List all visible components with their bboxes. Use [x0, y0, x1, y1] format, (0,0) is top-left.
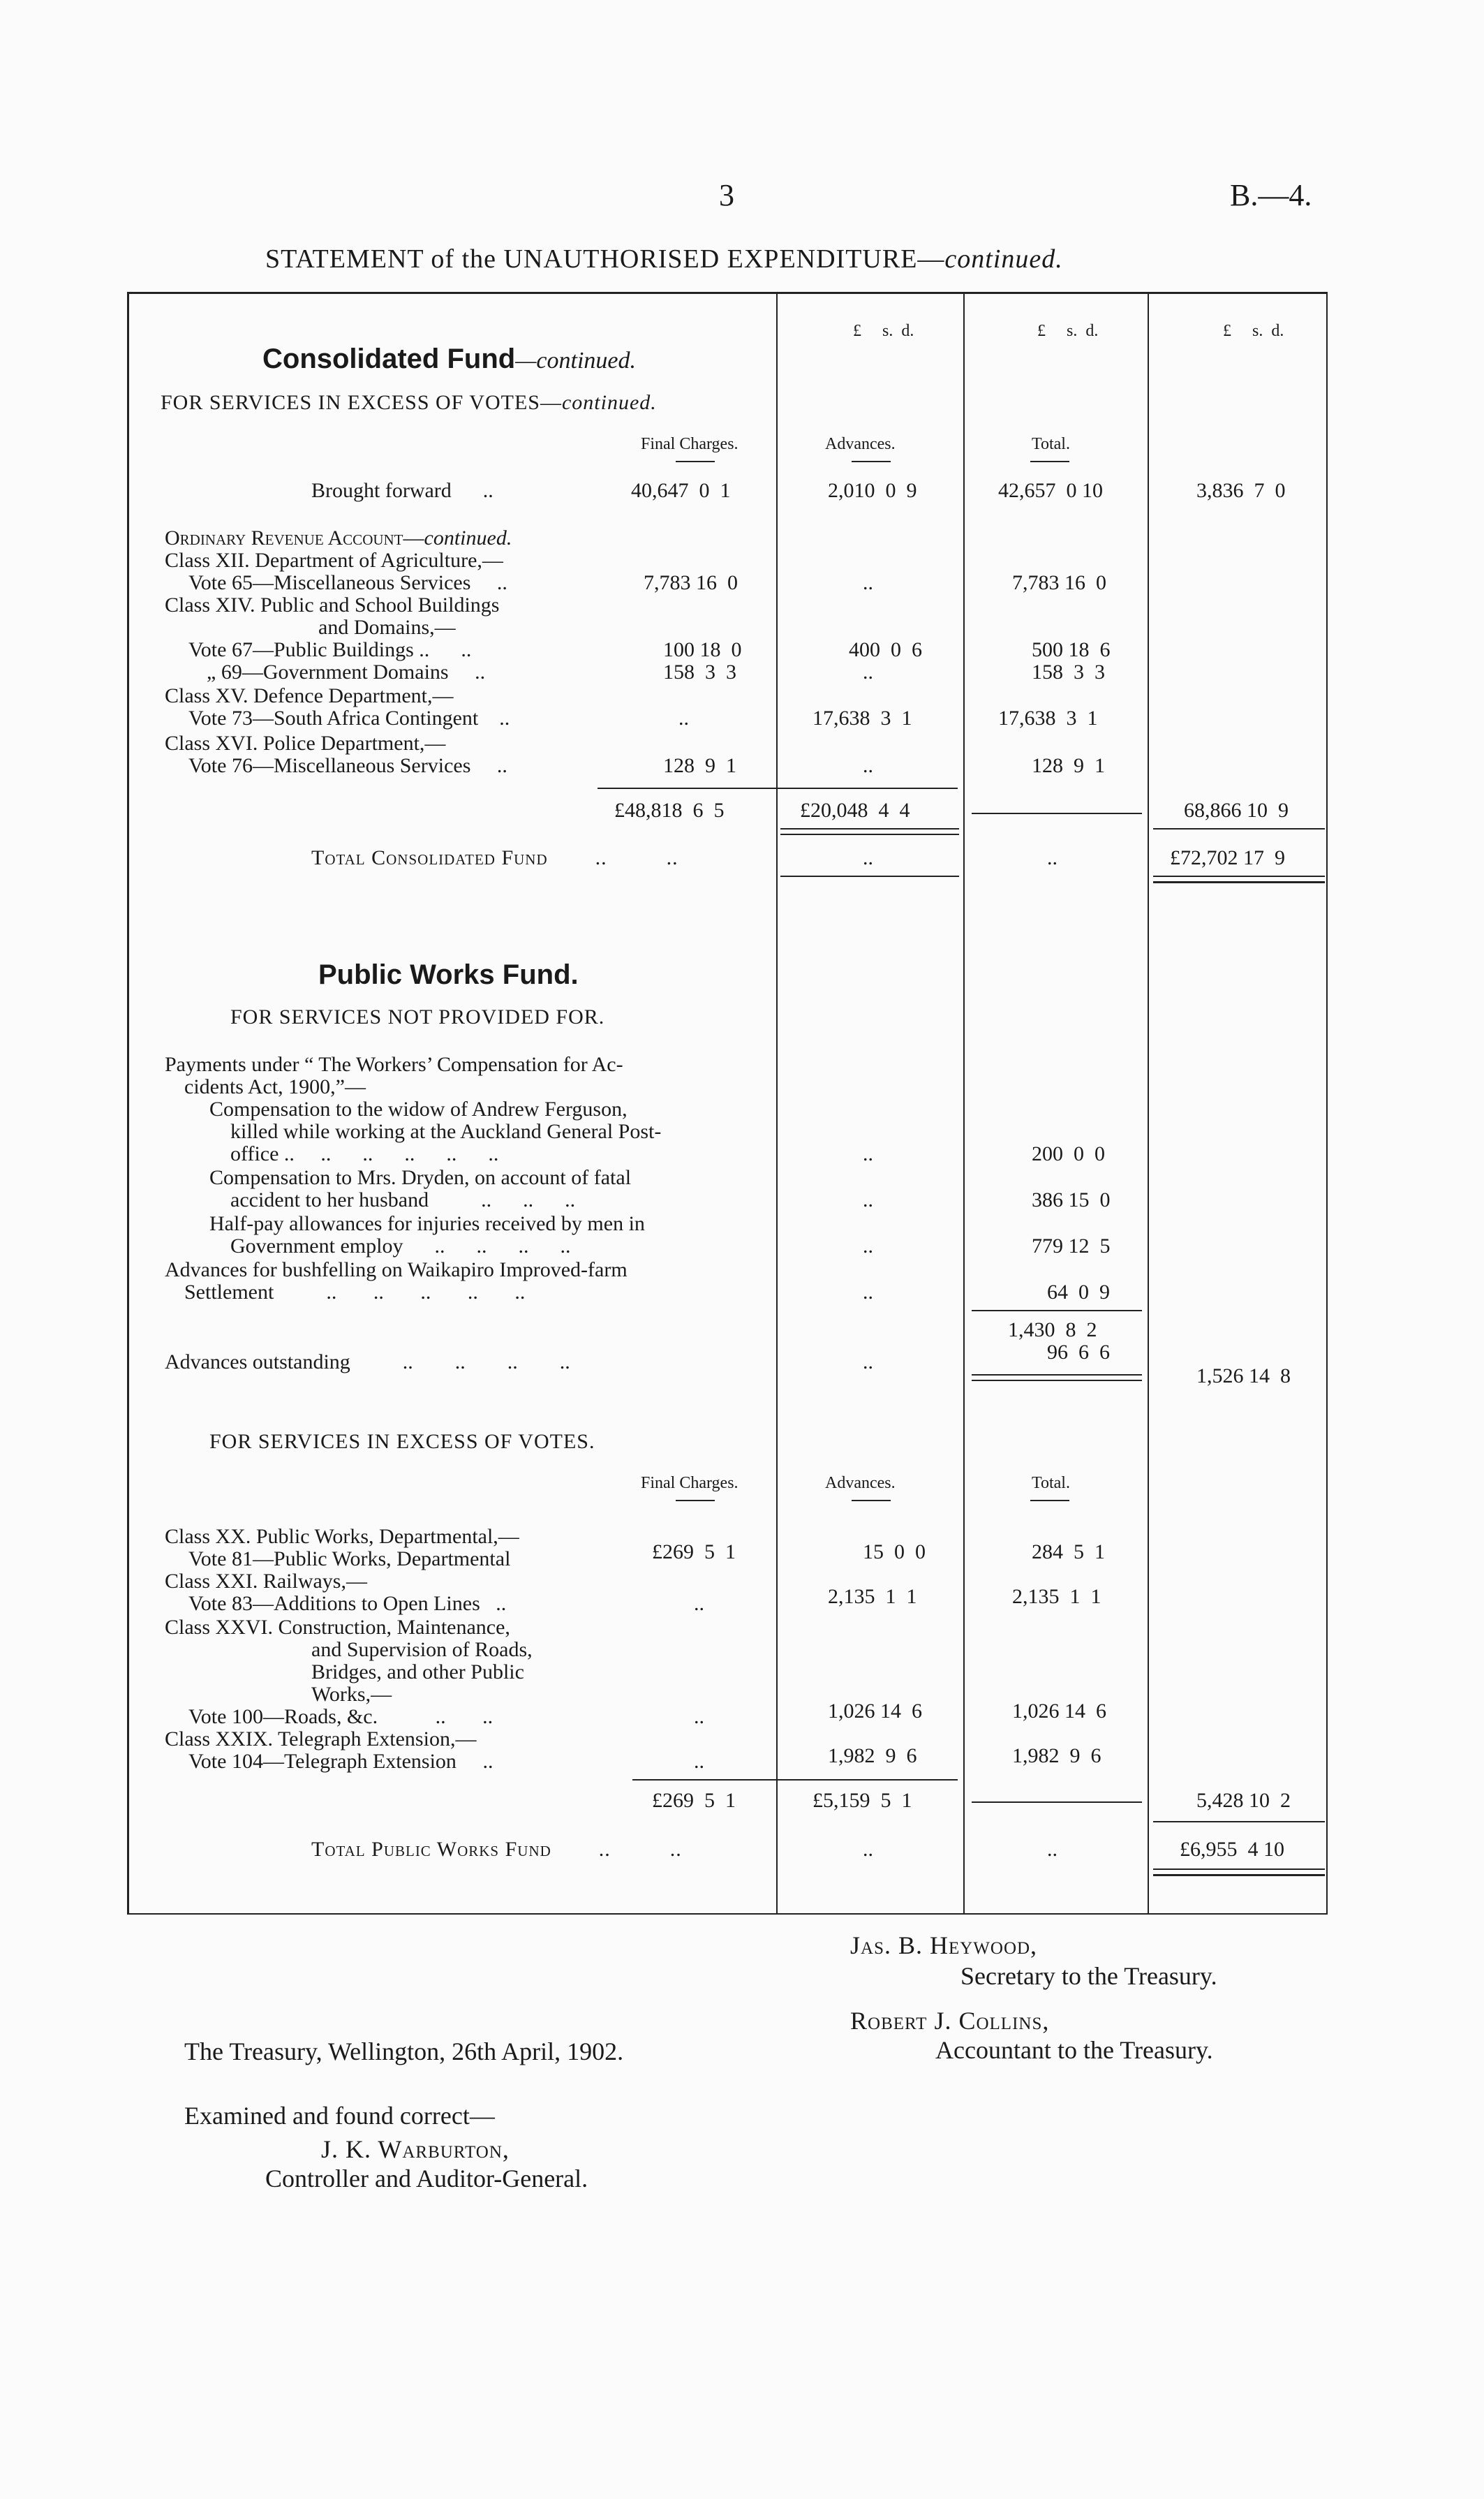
- page-number: 3: [719, 178, 734, 212]
- vote-100-total: 1,026 14 6: [1012, 1700, 1106, 1723]
- col-adv-underline: [852, 461, 891, 462]
- vote-67-advances: 400 0 6: [849, 638, 922, 661]
- page-reference: B.—4.: [1230, 178, 1312, 212]
- vote-100-advances: 1,026 14 6: [828, 1700, 922, 1723]
- consolidated-final-rule-a: [1153, 876, 1325, 877]
- examined-statement: Examined and found correct—: [184, 2102, 495, 2130]
- not-provided-double-rule-a: [972, 1374, 1142, 1376]
- class-xiv-label: Class XIV. Public and School Buildings: [165, 594, 500, 617]
- total-consolidated-total-dots: ..: [1047, 846, 1058, 869]
- bushfelling-adv-dots: ..: [863, 1281, 873, 1304]
- signature-secretary-name: Jas. B. Heywood,: [850, 1931, 1038, 1959]
- vote-69-label: „ 69—Government Domains ..: [207, 661, 486, 684]
- vote-100-final: ..: [694, 1705, 704, 1728]
- brought-forward-grand: 3,836 7 0: [1196, 479, 1286, 502]
- col-final-underline: [676, 461, 715, 462]
- pw-sum-final: £269 5 1: [652, 1789, 736, 1812]
- payments-line-2: cidents Act, 1900,”—: [184, 1075, 366, 1098]
- pw-final-rule-b: [1153, 1874, 1325, 1876]
- vote-104-total: 1,982 9 6: [1012, 1744, 1101, 1767]
- pw-col-final-charges: Final Charges.: [641, 1474, 739, 1492]
- vote-67-final: 100 18 0: [663, 638, 742, 661]
- signature-auditor-title: Controller and Auditor-General.: [265, 2165, 588, 2192]
- class-xxix-label: Class XXIX. Telegraph Extension,—: [165, 1727, 477, 1750]
- vote-65-advances: ..: [863, 571, 873, 594]
- signature-accountant-name: Robert J. Collins,: [850, 2007, 1050, 2035]
- vote-83-advances: 2,135 1 1: [828, 1585, 917, 1608]
- bushfelling-line-1: Advances for bushfelling on Waikapiro Improved-farm: [165, 1258, 628, 1281]
- col-rule-1: [776, 292, 778, 1913]
- vote-81-label: Vote 81—Public Works, Departmental: [188, 1547, 511, 1570]
- excess-votes-pw-subheading: FOR SERVICES IN EXCESS OF VOTES.: [209, 1430, 595, 1453]
- class-xv-label: Class XV. Defence Department,—: [165, 684, 454, 707]
- class-xxi-label: Class XXI. Railways,—: [165, 1570, 367, 1593]
- pw-final-rule-a: [1153, 1868, 1325, 1870]
- vote-67-total: 500 18 6: [1032, 638, 1111, 661]
- payments-line-1: Payments under “ The Workers’ Compensation for Ac-: [165, 1053, 623, 1076]
- excess-votes-subheading: FOR SERVICES IN EXCESS OF VOTES—continued.: [161, 391, 657, 414]
- consolidated-final-rule-c: [780, 876, 959, 877]
- consolidated-sum-grand: 68,866 10 9: [1184, 799, 1289, 822]
- class-xxvi-label: Class XXVI. Construction, Maintenance,: [165, 1616, 510, 1639]
- class-xvi-label: Class XVI. Police Department,—: [165, 732, 446, 755]
- pw-sum-rule-total: [972, 1801, 1142, 1803]
- vote-76-advances: ..: [863, 754, 873, 777]
- advances-outstanding-label: Advances outstanding .. .. .. ..: [165, 1350, 570, 1373]
- advances-outstanding-adv-dots: ..: [863, 1350, 873, 1373]
- total-public-works-fund-label: Total Public Works Fund .. ..: [311, 1838, 682, 1861]
- table-bottom-rule: [127, 1913, 1328, 1915]
- class-xxvi-line-4: Works,—: [311, 1683, 392, 1706]
- class-xxvi-line-2: and Supervision of Roads,: [311, 1638, 533, 1661]
- dryden-adv-dots: ..: [863, 1188, 873, 1211]
- treasury-place-date: The Treasury, Wellington, 26th April, 1902.: [184, 2037, 624, 2065]
- vote-76-total: 128 9 1: [1032, 754, 1105, 777]
- vote-100-label: Vote 100—Roads, &c. .. ..: [188, 1705, 494, 1728]
- vote-65-label: Vote 65—Miscellaneous Services ..: [188, 571, 507, 594]
- pw-col-final-underline: [676, 1500, 715, 1501]
- consolidated-sum-rule-total: [972, 813, 1142, 814]
- vote-73-final: ..: [678, 707, 689, 730]
- signature-auditor-name: J. K. Warburton,: [321, 2135, 510, 2163]
- vote-104-advances: 1,982 9 6: [828, 1744, 917, 1767]
- brought-forward-total: 42,657 0 10: [998, 479, 1103, 502]
- ferguson-adv-dots: ..: [863, 1142, 873, 1165]
- pw-sum-advances: £5,159 5 1: [813, 1789, 912, 1812]
- col-total-underline: [1030, 461, 1069, 462]
- half-pay-line-2: Government employ .. .. .. ..: [230, 1234, 571, 1258]
- total-public-works-grand: £6,955 4 10: [1180, 1838, 1284, 1861]
- total-consolidated-fund-label: Total Consolidated Fund .. ..: [311, 846, 678, 869]
- vote-76-final: 128 9 1: [663, 754, 736, 777]
- vote-73-total: 17,638 3 1: [998, 707, 1098, 730]
- money-header-1: £ s. d.: [853, 322, 914, 340]
- total-pw-adv-dots: ..: [863, 1838, 873, 1861]
- advances-outstanding-total: 96 6 6: [1047, 1341, 1110, 1364]
- vote-83-label: Vote 83—Additions to Open Lines ..: [188, 1592, 507, 1615]
- consolidated-double-rule-a: [780, 828, 959, 830]
- pw-col-adv-underline: [852, 1500, 891, 1501]
- bushfelling-total: 64 0 9: [1047, 1281, 1110, 1304]
- class-xii-label: Class XII. Department of Agriculture,—: [165, 549, 503, 572]
- pw-col-total: Total.: [1032, 1474, 1070, 1492]
- half-pay-total: 779 12 5: [1032, 1234, 1111, 1258]
- col-rule-2: [963, 292, 965, 1913]
- class-xiv-label-cont: and Domains,—: [318, 616, 456, 639]
- vote-104-label: Vote 104—Telegraph Extension ..: [188, 1750, 494, 1773]
- pw-sum-rule: [632, 1779, 958, 1781]
- not-provided-double-rule-b: [972, 1380, 1142, 1381]
- vote-104-final: ..: [694, 1750, 704, 1773]
- ferguson-line-2: killed while working at the Auckland General Post-: [230, 1120, 662, 1143]
- page-title: STATEMENT of the UNAUTHORISED EXPENDITURE—continued.: [265, 244, 1063, 274]
- vote-83-total: 2,135 1 1: [1012, 1585, 1101, 1608]
- vote-69-advances: ..: [863, 661, 873, 684]
- consolidated-fund-heading: Consolidated Fund—continued.: [262, 344, 636, 374]
- col-rule-3: [1148, 292, 1149, 1913]
- brought-forward-final: 40,647 0 1: [631, 479, 731, 502]
- vote-65-total: 7,783 16 0: [1012, 571, 1106, 594]
- not-provided-sum-rule: [972, 1310, 1142, 1311]
- col-total: Total.: [1032, 435, 1070, 453]
- vote-65-final: 7,783 16 0: [644, 571, 738, 594]
- money-header-3: £ s. d.: [1223, 322, 1284, 340]
- vote-81-total: 284 5 1: [1032, 1540, 1105, 1563]
- not-provided-subtotal: 1,430 8 2: [1008, 1318, 1097, 1341]
- consolidated-grand-rule: [1153, 828, 1325, 830]
- consolidated-double-rule-b: [780, 834, 959, 835]
- consolidated-sum-final: £48,818 6 5: [614, 799, 725, 822]
- not-provided-subheading: FOR SERVICES NOT PROVIDED FOR.: [230, 1005, 605, 1029]
- public-works-fund-heading: Public Works Fund.: [318, 959, 579, 990]
- bushfelling-line-2: Settlement .. .. .. .. ..: [184, 1281, 526, 1304]
- consolidated-sum-advances: £20,048 4 4: [800, 799, 910, 822]
- total-consolidated-adv-dots: ..: [863, 846, 873, 869]
- brought-forward-label: Brought forward ..: [311, 479, 494, 502]
- ferguson-total: 200 0 0: [1032, 1142, 1105, 1165]
- pw-col-total-underline: [1030, 1500, 1069, 1501]
- vote-73-label: Vote 73—South Africa Contingent ..: [188, 707, 510, 730]
- ordinary-revenue-account: Ordinary Revenue Account—continued.: [165, 526, 512, 550]
- vote-73-advances: 17,638 3 1: [813, 707, 912, 730]
- ferguson-line-1: Compensation to the widow of Andrew Ferguson,: [209, 1098, 628, 1121]
- vote-76-label: Vote 76—Miscellaneous Services ..: [188, 754, 507, 777]
- col-advances: Advances.: [825, 435, 896, 453]
- vote-67-label: Vote 67—Public Buildings .. ..: [188, 638, 472, 661]
- class-xxvi-line-3: Bridges, and other Public: [311, 1660, 524, 1683]
- table-left-rule: [127, 292, 129, 1913]
- money-header-2: £ s. d.: [1037, 322, 1099, 340]
- signature-secretary-title: Secretary to the Treasury.: [960, 1962, 1217, 1990]
- pw-sum-grand: 5,428 10 2: [1196, 1789, 1291, 1812]
- total-pw-total-dots: ..: [1047, 1838, 1058, 1861]
- vote-69-total: 158 3 3: [1032, 661, 1105, 684]
- vote-83-final: ..: [694, 1592, 704, 1615]
- total-consolidated-grand: £72,702 17 9: [1170, 846, 1285, 869]
- pw-col-advances: Advances.: [825, 1474, 896, 1492]
- class-xx-label: Class XX. Public Works, Departmental,—: [165, 1525, 519, 1548]
- col-final-charges: Final Charges.: [641, 435, 739, 453]
- consolidated-final-rule-b: [1153, 881, 1325, 883]
- half-pay-line-1: Half-pay allowances for injuries received by men in: [209, 1212, 645, 1235]
- half-pay-adv-dots: ..: [863, 1234, 873, 1258]
- vote-81-final: £269 5 1: [652, 1540, 736, 1563]
- dryden-total: 386 15 0: [1032, 1188, 1111, 1211]
- not-provided-grand: 1,526 14 8: [1196, 1364, 1291, 1387]
- vote-81-advances: 15 0 0: [863, 1540, 926, 1563]
- signature-accountant-title: Accountant to the Treasury.: [935, 2036, 1213, 2064]
- col-rule-4: [1326, 292, 1328, 1913]
- dryden-line-2: accident to her husband .. .. ..: [230, 1188, 576, 1211]
- ferguson-line-3: office .. .. .. .. .. ..: [230, 1142, 499, 1165]
- brought-forward-advances: 2,010 0 9: [828, 479, 917, 502]
- pw-grand-rule: [1153, 1821, 1325, 1822]
- vote-69-final: 158 3 3: [663, 661, 736, 684]
- dryden-line-1: Compensation to Mrs. Dryden, on account of fatal: [209, 1166, 632, 1189]
- consolidated-sum-rule: [598, 788, 958, 789]
